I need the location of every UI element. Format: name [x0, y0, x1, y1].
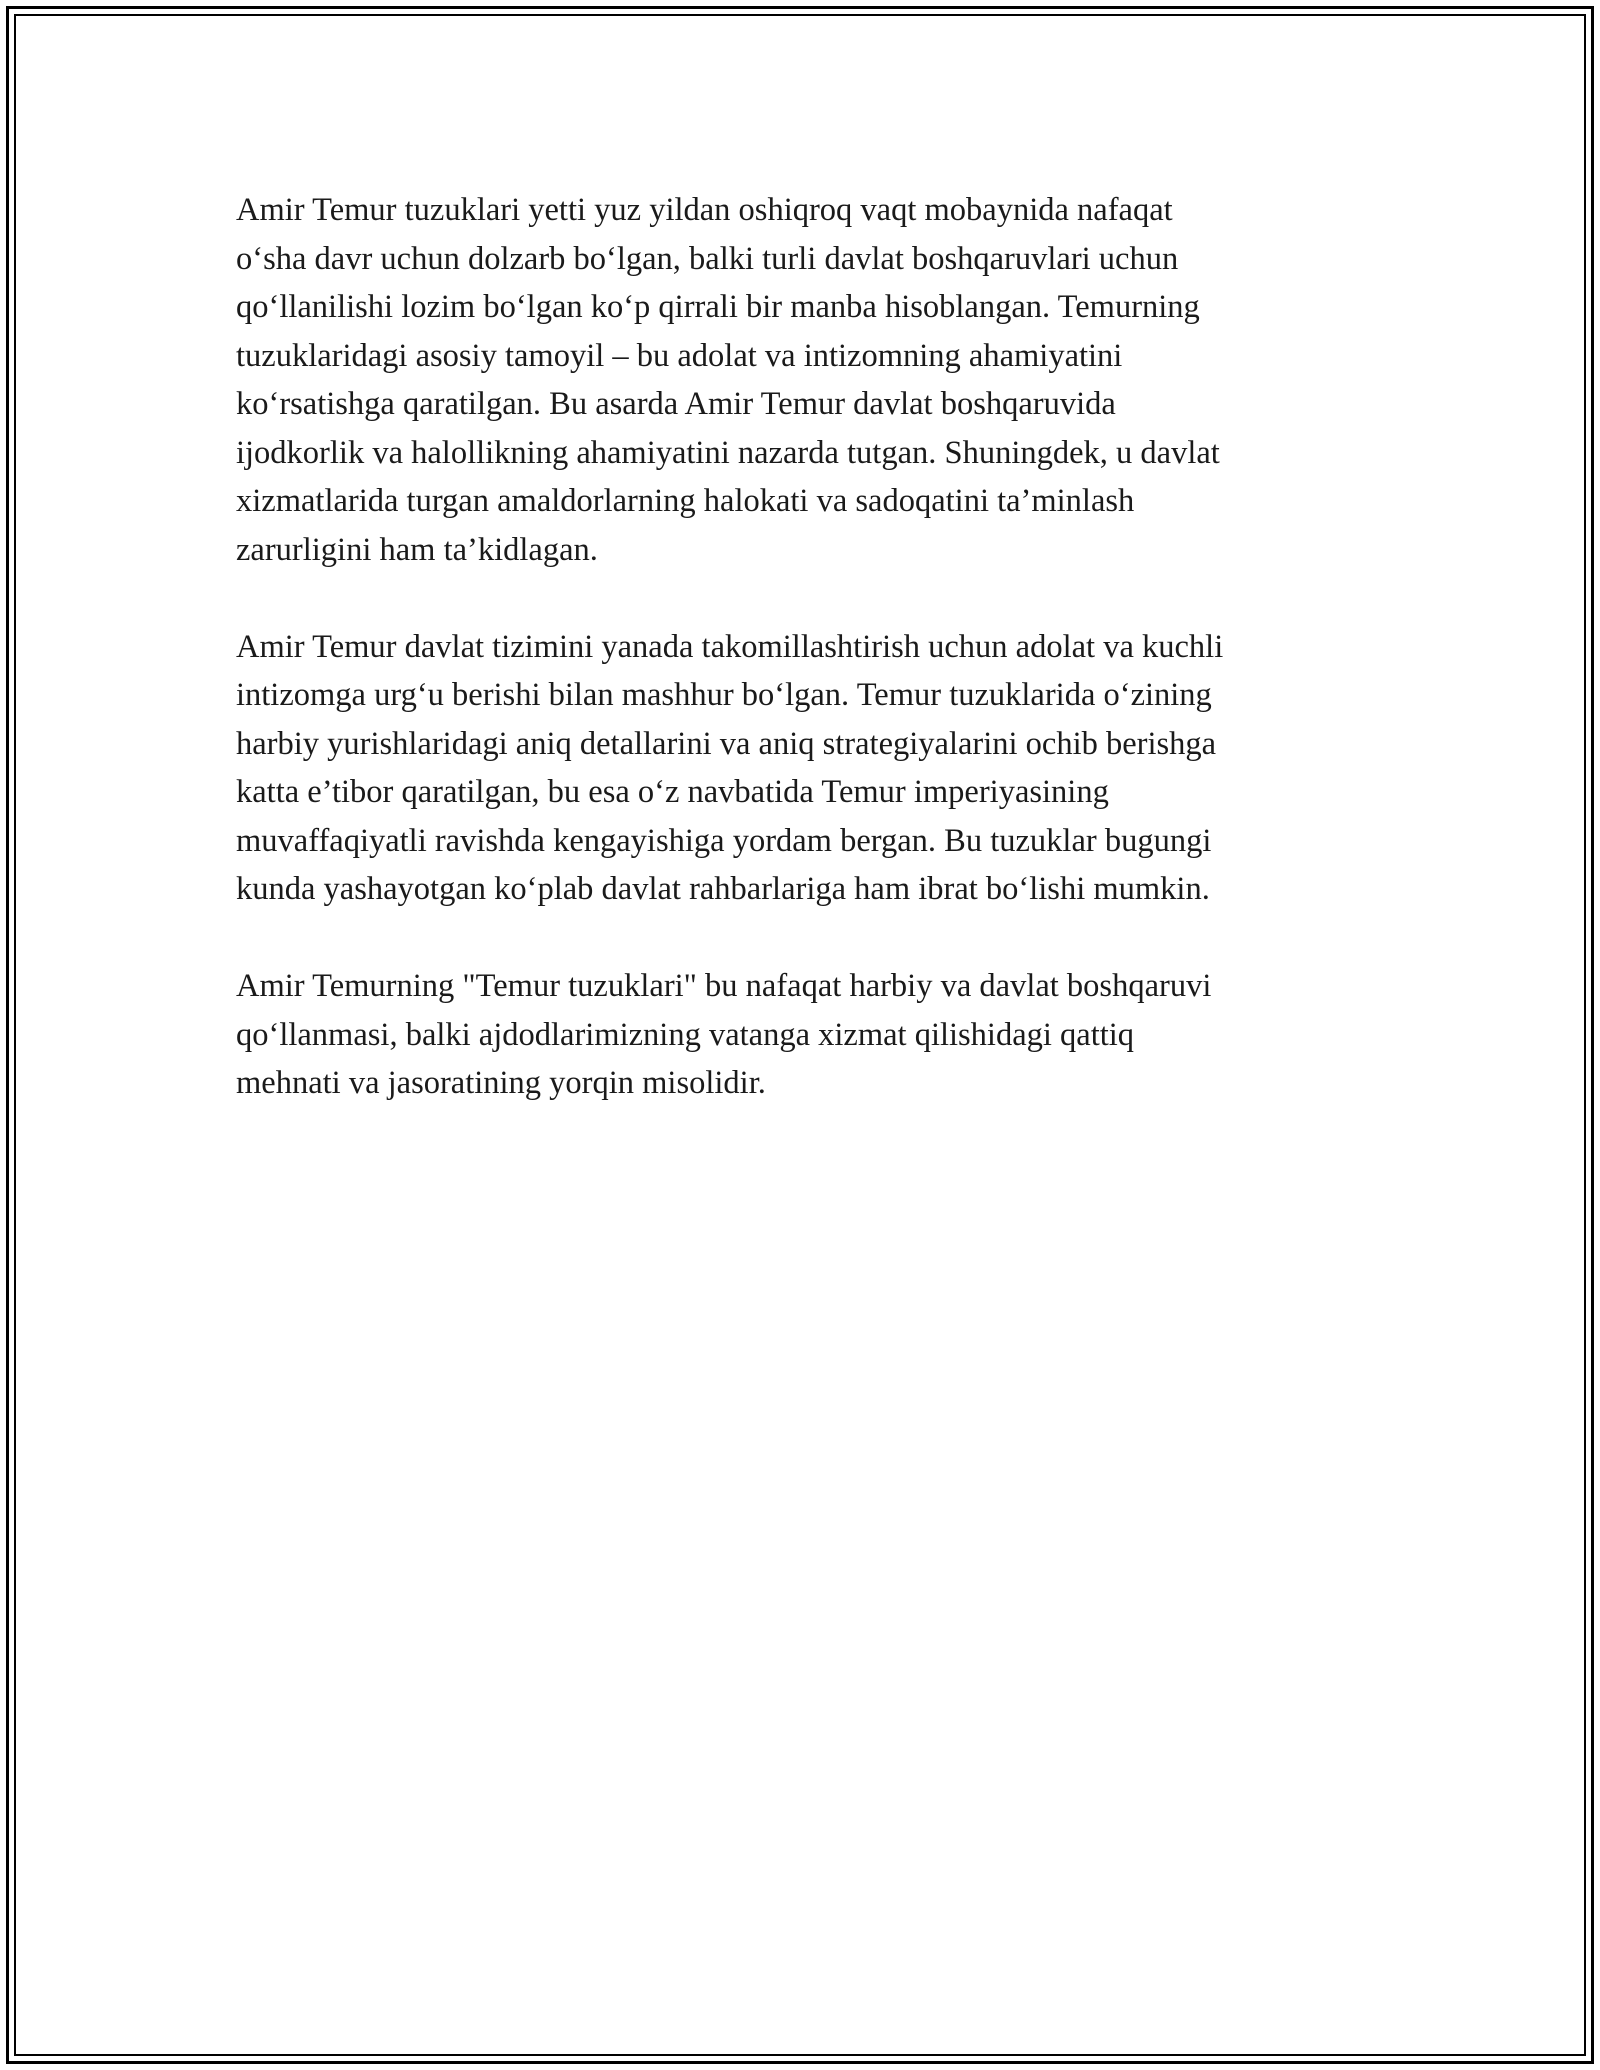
paragraph-2: Amir Temur davlat tizimini yanada takomillashtirish uchun adolat va kuchli intizomga urg‘u berishi bilan mashhur bo‘lgan. Temur tuzuklarida o‘zining harbiy yurishlaridagi aniq detallarini va aniq strategiyalarini ochib berishga katta e’tibor qaratilgan, bu esa o‘z navbatida Temur imperiyasining muvaffaqiyatli ravishda kengayishiga yordam bergan. Bu tuzuklar bugungi kunda yashayotgan ko‘plab davlat rahbarlariga ham ibrat bo‘lishi mumkin. — [236, 628, 1224, 907]
paragraph-3: Amir Temurning "Temur tuzuklari" bu nafaqat harbiy va davlat boshqaruvi qo‘llanmasi, balki ajdodlarimizning vatanga xizmat qilishidagi qattiq mehnati va jasoratining yorqin misolidir. — [236, 968, 1212, 1101]
paragraph-1: Amir Temur tuzuklari yetti yuz yildan oshiqroq vaqt mobaynida nafaqat o‘sha davr uchun dolzarb bo‘lgan, balki turli davlat boshqaruvlari uchun qo‘llanilishi lozim bo‘lgan ko‘p qirrali bir manba hisoblangan. Temurning tuzuklaridagi asosiy tamoyil – bu adolat va intizomning ahamiyatini ko‘rsatishga qaratilgan. Bu asarda Amir Temur davlat boshqaruvida ijodkorlik va halollikning ahamiyatini nazarda tutgan. Shuningdek, u davlat xizmatlarida turgan amaldorlarning halokati va sadoqatini ta’minlash zarurligini ham ta’kidlagan. — [236, 192, 1220, 568]
document-body — [236, 186, 1366, 1156]
